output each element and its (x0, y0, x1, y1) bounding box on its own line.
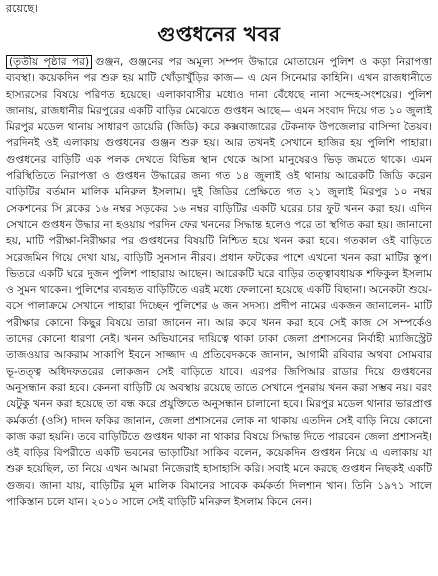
article-text: গুঞ্জন, গুঞ্জনের পর অমূল্য সম্পদ উদ্ধারে মোতায়েন পুলিশ ও কড়া নিরাপত্তা ব্যবস্থা। কয়েকদিন পর শুরু হয় মাটি খোঁড়াখুঁড়ির কাজ— এ যেন সিনেমার কাহিনি। এখন রাজধানীতে হাস্যরসের বিষয়ে পরিণত হয়েছে। এলাকাবাসীর মধ্যেও দানা বেঁধেছে নানা সন্দেহ-সংশয়ের। পুলিশ জানায়, রাজধানীর মিরপুরের একটি বাড়ির মেঝেতে গুপ্তধন আছে— এমন সংবাদ দিয়ে গত ১০ জুলাই মিরপুর মডেল থানায় সাধারণ ডায়েরি (জিডি) করে কক্সবাজারের টেকনাফ উপজেলার বাসিন্দা তৈয়ব। পরদিনই ওই এলাকায় গুপ্তধনের গুঞ্জন শুরু হয়। আর তখনই সেখানে হাজির হয় পুলিশি পাহারা। গুপ্তধনের বাড়িটি এক পলক দেখতে বিভিন্ন স্থান থেকে আসা মানুষেরও ভিড় জমতে থাকে। এমন পরিস্থিতিতে নিরাপত্তা ও গুপ্তধন উদ্ধারের জন্য গত ১৪ জুলাই ওই থানায় আরেকটি জিডি করেন বাড়িটির বর্তমান মালিক মনিরুল ইসলাম। দুই জিডির প্রেক্ষিতে গত ২১ জুলাই মিরপুর ১০ নম্বর সেকশনের সি ব্লকের ১৬ নম্বর সড়কের ১৬ নম্বর বাড়িটির একটি ঘরের চার ফুট খনন করা হয়। এদিন সেখানে গুপ্তধন উদ্ধার না হওয়ায় পরদিন ফের খননের সিদ্ধান্ত হলেও পরে তা স্থগিত করা হয়। জানানো হয়, মাটি পরীক্ষা-নিরীক্ষার পর গুপ্তধনের বিষয়টি নিশ্চিত হয়ে খনন করা হবে। গতকাল ওই বাড়িতে সরেজমিন গিয়ে দেখা যায়, বাড়িটি সুনসান নীরব। প্রধান ফটকের পাশে এখনো খনন করা মাটির স্তূপ। ভিতরে একটি ঘরে দুজন পুলিশ পাহারায় আছেন। আরেকটি ঘরে বাড়ির তত্ত্বাবধায়ক শফিকুল ইসলাম ও সুমন থাকেন। পুলিশের ব্যবহৃত বাড়িটিতে এরই মধ্যে ফেলানো হয়েছে একটি বিছানা। অনেকটা শুয়ে-বসে পালাক্রমে সেখানে পাহারা দিচ্ছেন পুলিশের ৬ জন সদস্য। প্রদীপ নামের একজন জানালেন- মাটি পরীক্ষার কোনো কিছুর বিষয়ে তারা জানেন না। আর কবে খনন করা হবে সেই কাজ সে সম্পর্কেও তাদের কোনো ধারণা নেই। খনন অভিযানের দায়িত্বে থাকা ঢাকা জেলা প্রশাসনের নির্বাহী ম্যাজিস্ট্রেট তাজওয়ার আকরাম সাকাপি ইবনে সাজ্জাদ এ প্রতিবেদককে জানান, আগামী রবিবার অথবা সোমবার ভূ-তত্ত্ব অধিদফতরের লোকজন সেই বাড়িতে যাবে। এরপর জিপিআর রাডার দিয়ে গুপ্তধনের অনুসন্ধান করা হবে। কেননা বাড়িটি যে অবস্থায় রয়েছে তাতে সেখানে পুনরায় খনন করা সম্ভব নয়। বরং যেটুকু খনন করা হয়েছে তা বন্ধ করে প্রযুক্তিতে অনুসন্ধান চালানো হবে। মিরপুর মডেল থানার ভারপ্রাপ্ত কর্মকর্তা (ওসি) দাদন ফকির জানান, জেলা প্রশাসনের লোক না থাকায় এতদিন সেই বাড়ি নিয়ে কোনো কাজ করা হয়নি। তবে বাড়িটিতে গুপ্তধন থাকা না থাকার বিষয়ে সিদ্ধান্ত দিতে পারবেন জেলা প্রশাসনই। ওই বাড়ির বিপরীতে একটি ভবনের ভাড়াটিয়া সাকিব বলেন, কয়েকদিন গুপ্তধন নিয়ে এ এলাকায় যা শুরু হয়েছিল, তা নিয়ে এখন আমরা নিজেরাই হাসাহাসি করি। সবাই মনে করছে গুপ্তধন নিছকই একটি গুজব। জানা যায়, বাড়িটির মূল মালিক বিমানের সাবেক কর্মকর্তা দিলশান খান। তিনি ১৯৭১ সালে পাকিস্তান চলে যান। ২০১০ সালে সেই বাড়িটি মনিরুল ইসলাম কিনে নেন। (6, 56, 432, 509)
continued-from-label: (তৃতীয় পৃষ্ঠার পর) (6, 55, 92, 69)
carry-over-text: রয়েছে। (6, 2, 38, 15)
headline: গুপ্তধনের খবর (157, 22, 281, 46)
article-body (6, 54, 432, 572)
